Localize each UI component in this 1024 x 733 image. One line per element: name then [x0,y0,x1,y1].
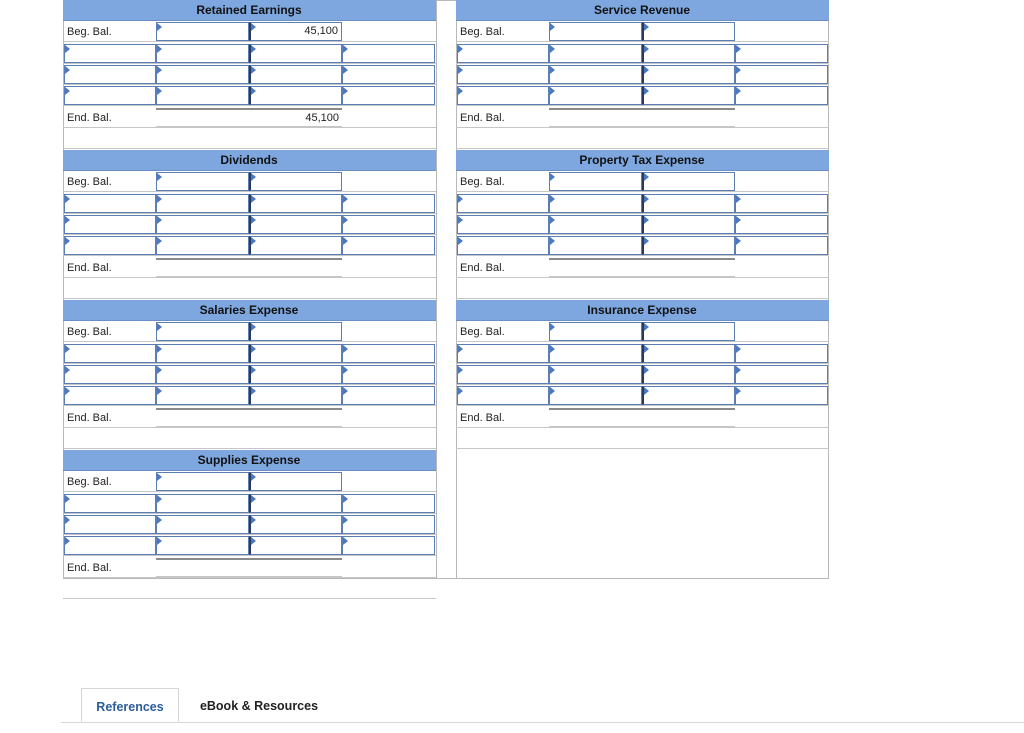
dropdown-flag-icon [251,237,256,245]
account-label-select[interactable] [735,386,828,405]
ending-balance-label: End. Bal. [67,412,112,424]
entry-row [456,278,829,299]
entry-row [456,343,829,364]
beginning-balance-label: Beg. Bal. [460,26,505,38]
ending-balance-row [63,407,436,428]
debit-amount-field[interactable] [156,65,249,84]
account-label-select[interactable] [64,236,156,255]
entry-row [63,343,436,364]
account-label-select[interactable] [735,194,828,213]
dropdown-flag-icon [157,66,162,74]
beginning-balance-row [63,171,436,192]
dropdown-flag-icon [736,345,741,353]
credit-amount-field[interactable] [642,22,735,41]
account-label-select[interactable] [64,65,156,84]
dropdown-flag-icon [644,387,649,395]
debit-amount-field[interactable] [156,322,249,341]
ending-balance-label: End. Bal. [67,262,112,274]
account-label-select[interactable] [342,44,435,63]
dropdown-flag-icon [157,173,162,181]
account-label-select[interactable] [342,515,435,534]
beginning-balance-label: Beg. Bal. [67,476,112,488]
dropdown-flag-icon [65,87,70,95]
credit-amount-field[interactable] [642,365,735,384]
dropdown-flag-icon [157,473,162,481]
dropdown-flag-icon [157,216,162,224]
ending-balance-row [456,257,829,278]
dropdown-flag-icon [343,387,348,395]
debit-amount-field [549,408,642,427]
account-label-select[interactable] [735,44,828,63]
dropdown-flag-icon [458,87,463,95]
resource-tabs [61,688,1024,723]
beginning-balance-label: Beg. Bal. [67,176,112,188]
debit-amount-field[interactable] [549,386,642,405]
dropdown-flag-icon [251,366,256,374]
beginning-balance-label: Beg. Bal. [67,326,112,338]
dropdown-flag-icon [251,387,256,395]
dropdown-flag-icon [644,23,649,31]
credit-amount-field [249,258,342,277]
credit-amount-field [642,258,735,277]
beginning-balance-row [63,471,436,492]
t-account-header [456,150,829,171]
dropdown-flag-icon [736,45,741,53]
t-account-title: Retained Earnings [196,3,302,17]
account-label-select[interactable] [342,494,435,513]
debit-amount-field [156,558,249,577]
credit-amount-field[interactable] [642,65,735,84]
entry-row [456,235,829,256]
tab-references[interactable]: References [81,688,179,722]
beginning-balance-label: Beg. Bal. [67,26,112,38]
dropdown-flag-icon [550,366,555,374]
ending-balance-row [63,257,436,278]
debit-amount-field[interactable] [549,172,642,191]
entry-row [63,514,436,535]
credit-amount-field [642,408,735,427]
debit-amount-field[interactable] [549,65,642,84]
credit-amount-field [642,108,735,127]
entry-row [63,493,436,514]
dropdown-flag-icon [736,216,741,224]
credit-amount-field[interactable] [249,194,342,213]
dropdown-flag-icon [458,237,463,245]
account-label-select[interactable] [342,344,435,363]
dropdown-flag-icon [251,537,256,545]
beginning-balance-row [63,321,436,342]
dropdown-flag-icon [550,66,555,74]
account-label-select[interactable] [342,215,435,234]
dropdown-flag-icon [65,537,70,545]
credit-amount-field[interactable] [642,194,735,213]
t-account-title: Insurance Expense [587,303,697,317]
credit-amount-field[interactable] [642,386,735,405]
credit-amount-field[interactable] [249,322,342,341]
dropdown-flag-icon [157,45,162,53]
dropdown-flag-icon [644,345,649,353]
dropdown-flag-icon [550,45,555,53]
dropdown-flag-icon [157,345,162,353]
debit-amount-field[interactable] [549,194,642,213]
debit-amount-field[interactable] [549,322,642,341]
beginning-balance-label: Beg. Bal. [460,326,505,338]
dropdown-flag-icon [251,345,256,353]
entry-row [456,364,829,385]
dropdown-flag-icon [65,495,70,503]
entry-row [63,364,436,385]
debit-amount-field[interactable] [549,44,642,63]
entry-row [456,43,829,64]
dropdown-flag-icon [251,516,256,524]
dropdown-flag-icon [458,66,463,74]
debit-amount-field [156,108,249,127]
entry-row [63,278,436,299]
dropdown-flag-icon [251,323,256,331]
tab-ebook-resources[interactable]: eBook & Resources [199,699,319,713]
entry-row [63,193,436,214]
credit-amount-field [249,108,342,127]
entry-row [456,385,829,406]
credit-amount-field[interactable] [642,322,735,341]
debit-amount-field[interactable] [156,172,249,191]
account-label-select[interactable] [342,386,435,405]
account-label-select[interactable] [64,386,156,405]
dropdown-flag-icon [343,366,348,374]
dropdown-flag-icon [736,387,741,395]
credit-amount-field[interactable] [249,386,342,405]
t-account-header [63,300,436,321]
t-account [63,150,436,300]
dropdown-flag-icon [736,66,741,74]
account-label-select[interactable] [342,194,435,213]
dropdown-flag-icon [157,366,162,374]
account-label-select[interactable] [457,386,549,405]
entry-row [63,128,436,149]
dropdown-flag-icon [157,195,162,203]
entry-row [456,214,829,235]
account-label-select[interactable] [64,494,156,513]
entry-row [456,193,829,214]
beginning-balance-row [456,21,829,42]
dropdown-flag-icon [644,66,649,74]
ending-balance-value: 45,100 [305,112,339,124]
t-account [63,0,436,150]
ending-balance-row [63,557,436,578]
account-label-select[interactable] [735,365,828,384]
ending-balance-label: End. Bal. [460,262,505,274]
account-label-select[interactable] [735,86,828,105]
dropdown-flag-icon [157,237,162,245]
dropdown-flag-icon [343,495,348,503]
dropdown-flag-icon [65,45,70,53]
credit-amount-field[interactable] [249,515,342,534]
account-label-select[interactable] [735,344,828,363]
credit-amount-field [249,558,342,577]
debit-amount-field[interactable] [156,536,249,555]
credit-amount-field[interactable] [642,344,735,363]
dropdown-flag-icon [458,45,463,53]
t-account [456,0,829,150]
t-account [456,300,829,450]
dropdown-flag-icon [65,195,70,203]
debit-amount-field[interactable] [156,365,249,384]
account-label-select[interactable] [457,215,549,234]
dropdown-flag-icon [157,87,162,95]
dropdown-flag-icon [343,237,348,245]
credit-amount-field[interactable] [642,172,735,191]
credit-amount-field[interactable] [249,44,342,63]
credit-amount-field[interactable] [249,344,342,363]
debit-amount-field[interactable] [549,344,642,363]
debit-amount-field [549,108,642,127]
account-label-select[interactable] [735,215,828,234]
dropdown-flag-icon [343,516,348,524]
dropdown-flag-icon [458,216,463,224]
t-account [63,300,436,450]
dropdown-flag-icon [458,345,463,353]
dropdown-flag-icon [343,87,348,95]
debit-amount-field [156,258,249,277]
entry-row [456,128,829,149]
beginning-balance-value: 45,100 [304,25,338,37]
entry-row [63,578,436,599]
debit-amount-field[interactable] [549,22,642,41]
dropdown-flag-icon [65,216,70,224]
dropdown-flag-icon [157,516,162,524]
dropdown-flag-icon [644,216,649,224]
dropdown-flag-icon [251,195,256,203]
beginning-balance-label: Beg. Bal. [460,176,505,188]
dropdown-flag-icon [644,237,649,245]
dropdown-flag-icon [644,87,649,95]
debit-amount-field[interactable] [156,344,249,363]
dropdown-flag-icon [550,345,555,353]
credit-amount-field[interactable] [642,236,735,255]
entry-row [63,235,436,256]
column-divider [436,1,437,578]
ending-balance-label: End. Bal. [67,562,112,574]
debit-amount-field[interactable] [156,236,249,255]
dropdown-flag-icon [343,537,348,545]
dropdown-flag-icon [458,366,463,374]
debit-amount-field[interactable] [156,194,249,213]
dropdown-flag-icon [251,23,256,31]
entry-row [63,43,436,64]
dropdown-flag-icon [736,237,741,245]
debit-amount-field[interactable] [156,515,249,534]
credit-amount-field[interactable] [249,215,342,234]
dropdown-flag-icon [550,387,555,395]
debit-amount-field [549,258,642,277]
dropdown-flag-icon [251,173,256,181]
debit-amount-field[interactable] [549,86,642,105]
entry-row [63,428,436,449]
credit-amount-field[interactable] [249,65,342,84]
credit-amount-field [249,408,342,427]
dropdown-flag-icon [251,495,256,503]
account-label-select[interactable] [457,44,549,63]
account-label-select[interactable] [457,194,549,213]
account-label-select[interactable] [342,365,435,384]
debit-amount-field [156,408,249,427]
dropdown-flag-icon [251,66,256,74]
account-label-select[interactable] [735,65,828,84]
dropdown-flag-icon [458,195,463,203]
dropdown-flag-icon [343,216,348,224]
t-account-title: Property Tax Expense [579,153,705,167]
debit-amount-field[interactable] [156,215,249,234]
debit-amount-field[interactable] [156,472,249,491]
debit-amount-field[interactable] [549,236,642,255]
t-account [63,450,436,600]
account-label-select[interactable] [342,86,435,105]
ending-balance-row [456,107,829,128]
dropdown-flag-icon [343,345,348,353]
dropdown-flag-icon [736,87,741,95]
dropdown-flag-icon [251,45,256,53]
account-label-select[interactable] [342,65,435,84]
dropdown-flag-icon [550,237,555,245]
dropdown-flag-icon [65,516,70,524]
beginning-balance-row [456,321,829,342]
debit-amount-field[interactable] [156,86,249,105]
account-label-select[interactable] [342,536,435,555]
dropdown-flag-icon [644,195,649,203]
credit-amount-field[interactable] [642,44,735,63]
ending-balance-label: End. Bal. [67,112,112,124]
dropdown-flag-icon [550,216,555,224]
t-account-title: Supplies Expense [197,453,301,467]
credit-amount-field[interactable] [249,494,342,513]
t-account-title: Salaries Expense [199,303,299,317]
t-account-header [63,0,436,21]
account-label-select[interactable] [457,65,549,84]
dropdown-flag-icon [736,366,741,374]
dropdown-flag-icon [343,66,348,74]
dropdown-flag-icon [550,173,555,181]
ending-balance-row [456,407,829,428]
account-label-select[interactable] [457,344,549,363]
dropdown-flag-icon [343,45,348,53]
entry-row [456,85,829,106]
credit-amount-field[interactable] [249,472,342,491]
dropdown-flag-icon [157,323,162,331]
entry-row [63,385,436,406]
account-label-select[interactable] [64,536,156,555]
dropdown-flag-icon [644,323,649,331]
dropdown-flag-icon [65,66,70,74]
dropdown-flag-icon [736,195,741,203]
credit-amount-field[interactable] [249,365,342,384]
account-label-select[interactable] [64,344,156,363]
account-label-select[interactable] [457,365,549,384]
credit-amount-field[interactable] [249,236,342,255]
entry-row [63,214,436,235]
account-label-select[interactable] [342,236,435,255]
entry-row [63,85,436,106]
t-account-header [63,150,436,171]
ending-balance-label: End. Bal. [460,412,505,424]
t-account-title: Service Revenue [593,3,691,17]
dropdown-flag-icon [157,23,162,31]
debit-amount-field[interactable] [156,44,249,63]
account-label-select[interactable] [735,236,828,255]
debit-amount-field[interactable] [156,494,249,513]
ending-balance-row [63,107,436,128]
dropdown-flag-icon [550,87,555,95]
t-account-header [456,300,829,321]
credit-amount-field[interactable] [249,536,342,555]
t-account-header [456,0,829,21]
account-label-select[interactable] [64,365,156,384]
dropdown-flag-icon [550,195,555,203]
account-label-select[interactable] [64,194,156,213]
t-account [456,150,829,300]
entry-row [63,535,436,556]
account-label-select[interactable] [64,215,156,234]
dropdown-flag-icon [458,387,463,395]
debit-amount-field[interactable] [549,215,642,234]
dropdown-flag-icon [343,195,348,203]
credit-amount-field[interactable] [249,172,342,191]
t-account-header [63,450,436,471]
credit-amount-field[interactable] [642,215,735,234]
beginning-balance-row [63,21,436,42]
dropdown-flag-icon [550,23,555,31]
t-account-title: Dividends [220,153,278,167]
credit-amount-field[interactable] [642,86,735,105]
account-label-select[interactable] [64,44,156,63]
beginning-balance-row [456,171,829,192]
account-label-select[interactable] [457,236,549,255]
debit-amount-field[interactable] [549,365,642,384]
dropdown-flag-icon [65,345,70,353]
account-label-select[interactable] [457,86,549,105]
account-label-select[interactable] [64,86,156,105]
dropdown-flag-icon [157,537,162,545]
credit-amount-field[interactable] [249,86,342,105]
dropdown-flag-icon [251,216,256,224]
entry-row [63,64,436,85]
dropdown-flag-icon [550,323,555,331]
credit-amount-field[interactable] [249,22,342,41]
debit-amount-field[interactable] [156,22,249,41]
dropdown-flag-icon [644,45,649,53]
dropdown-flag-icon [157,387,162,395]
dropdown-flag-icon [644,366,649,374]
entry-row [456,64,829,85]
dropdown-flag-icon [251,87,256,95]
entry-row [456,428,829,449]
dropdown-flag-icon [644,173,649,181]
dropdown-flag-icon [157,495,162,503]
dropdown-flag-icon [65,237,70,245]
ending-balance-label: End. Bal. [460,112,505,124]
account-label-select[interactable] [64,515,156,534]
dropdown-flag-icon [65,387,70,395]
dropdown-flag-icon [65,366,70,374]
dropdown-flag-icon [251,473,256,481]
debit-amount-field[interactable] [156,386,249,405]
